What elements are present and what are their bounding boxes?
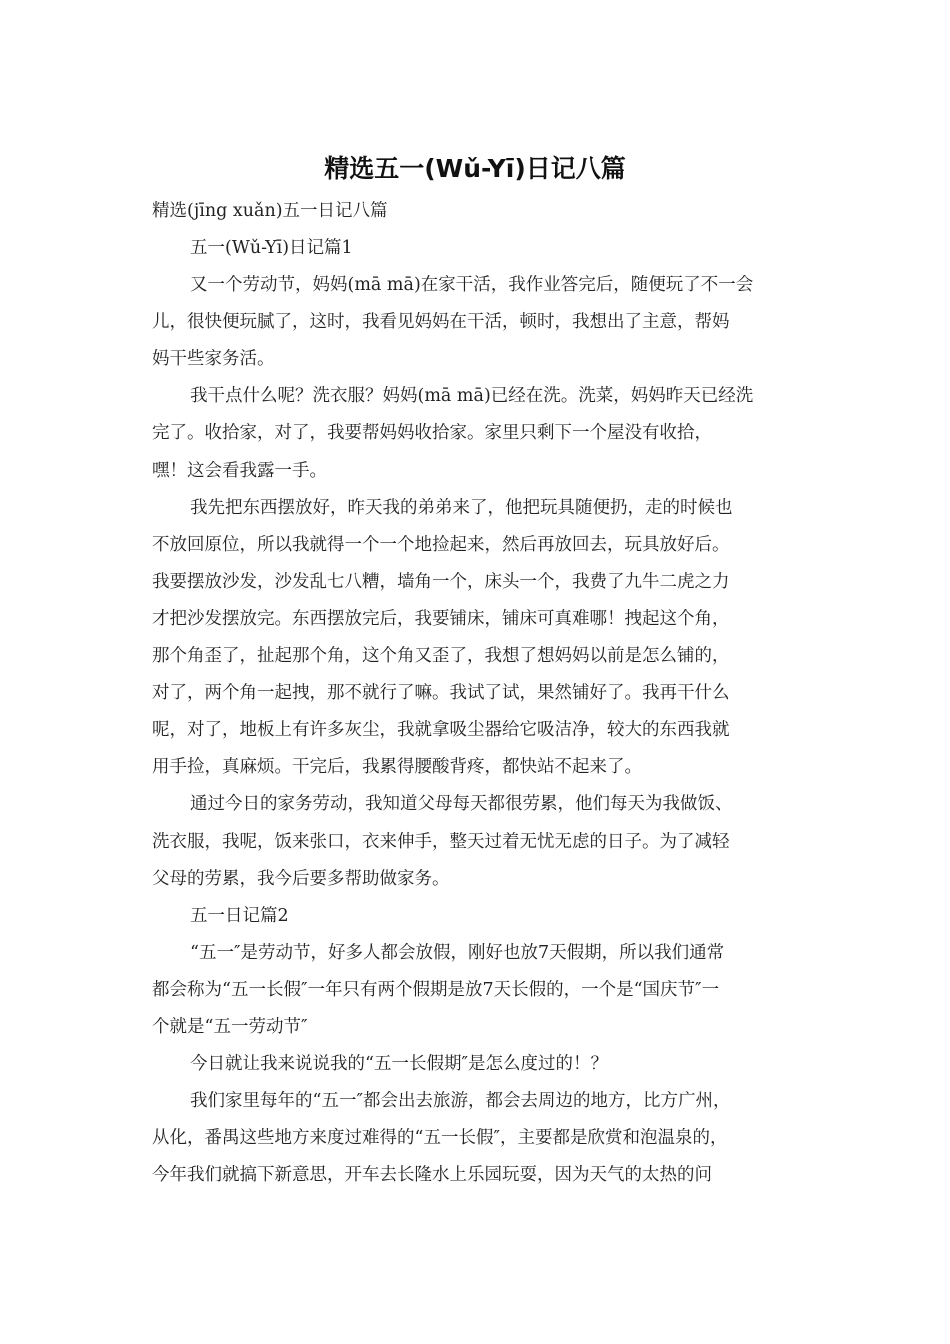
paragraph-line: 我先把东西摆放好，昨天我的弟弟来了，他把玩具随便扔，走的时候也	[190, 497, 733, 518]
document-title: 精选五一(Wǔ-Yī)日记八篇	[324, 154, 626, 183]
paragraph-line: 都会称为“五一长假″一年只有两个假期是放7天长假的，一个是“国庆节″一	[152, 979, 720, 1000]
paragraph-line: 那个角歪了，扯起那个角，这个角又歪了，我想了想妈妈以前是怎么铺的，	[152, 646, 730, 667]
paragraph-line: 呢，对了，地板上有许多灰尘，我就拿吸尘器给它吸洁净，较大的东西我就	[152, 720, 730, 741]
paragraph-line: 通过今日的家务劳动，我知道父母每天都很劳累，他们每天为我做饭、	[190, 794, 733, 815]
paragraph-line: 个就是“五一劳动节″	[152, 1016, 308, 1037]
paragraph-line: 完了。收拾家，对了，我要帮妈妈收拾家。家里只剩下一个屋没有收拾，	[152, 423, 712, 444]
paragraph-line: 我要摆放沙发，沙发乱七八糟，墙角一个，床头一个，我费了九牛二虎之力	[152, 571, 730, 592]
paragraph-line: 儿，很快便玩腻了，这时，我看见妈妈在干活，顿时，我想出了主意，帮妈	[152, 312, 730, 333]
section-heading: 五一日记篇2	[190, 905, 289, 926]
paragraph-line: 才把沙发摆放完。东西摆放完后，我要铺床，铺床可真难哪！拽起这个角，	[152, 608, 730, 629]
paragraph-line: 不放回原位，所以我就得一个一个地捡起来，然后再放回去，玩具放好后。	[152, 534, 730, 555]
paragraph-line: 妈干些家务活。	[152, 349, 275, 370]
paragraph-line: 嘿！这会看我露一手。	[152, 460, 327, 481]
paragraph-line: 我干点什么呢？洗衣服？妈妈(mā mā)已经在洗。洗菜，妈妈昨天已经洗	[190, 386, 754, 407]
paragraph-line: 我们家里每年的“五一″都会出去旅游，都会去周边的地方，比方广州，	[190, 1091, 731, 1112]
paragraph-line: 今年我们就搞下新意思，开车去长隆水上乐园玩耍，因为天气的太热的问	[152, 1165, 712, 1186]
section-heading: 五一(Wǔ-Yī)日记篇1	[190, 238, 353, 258]
paragraph-line: 用手捡，真麻烦。干完后，我累得腰酸背疼，都快站不起来了。	[152, 757, 642, 778]
document-subtitle: 精选(jīng xuǎn)五一日记八篇	[152, 201, 388, 221]
paragraph-line: 从化，番禺这些地方来度过难得的“五一长假″，主要都是欣赏和泡温泉的，	[152, 1128, 728, 1149]
paragraph-line: 今日就让我来说说我的“五一长假期″是怎么度过的！？	[190, 1054, 608, 1075]
paragraph-line: 洗衣服，我呢，饭来张口，衣来伸手，整天过着无忧无虑的日子。为了减轻	[152, 831, 730, 852]
paragraph-line: 又一个劳动节，妈妈(mā mā)在家干活，我作业答完后，随便玩了不一会	[190, 275, 754, 296]
paragraph-line: “五一″是劳动节，好多人都会放假，刚好也放7天假期，所以我们通常	[190, 942, 725, 963]
paragraph-line: 父母的劳累，我今后要多帮助做家务。	[152, 868, 450, 889]
paragraph-line: 对了，两个角一起拽，那不就行了嘛。我试了试，果然铺好了。我再干什么	[152, 683, 730, 704]
document-body	[152, 230, 800, 1194]
